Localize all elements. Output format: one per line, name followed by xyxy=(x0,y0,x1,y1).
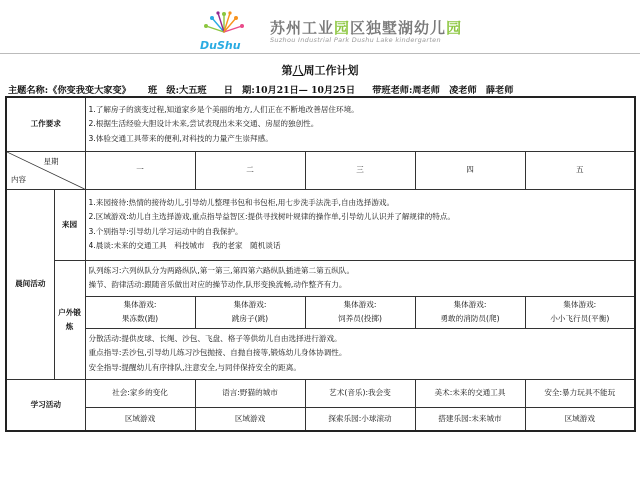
lesson-wed: 艺术(音乐):我会变 xyxy=(305,379,415,407)
area-fri: 区域游戏 xyxy=(525,407,635,431)
lesson-tue: 语言:野猫的城市 xyxy=(195,379,305,407)
page-header xyxy=(0,0,640,56)
area-games-row xyxy=(6,407,635,431)
arrival-row xyxy=(6,189,635,260)
weekday-header-row xyxy=(6,151,635,189)
area-wed: 探索乐园:小球滚动 xyxy=(305,407,415,431)
outdoor-free-play-content: 分散活动:提供皮球、长绳、沙包、飞盘、格子等供幼儿自由选择进行游戏。 重点指导:丢沙包,引导幼儿练习沙包抛接、自抛自接等,锻炼幼儿身体协调性。 安全指导:提醒幼儿有序排队,注意安全,与同伴保持安全的距离。 xyxy=(85,328,635,379)
outdoor-label: 户外锻炼 xyxy=(54,260,85,379)
group-game-wed: 集体游戏: 饲养员(投掷) xyxy=(305,296,415,328)
lesson-mon: 社会:家乡的变化 xyxy=(85,379,195,407)
weekday-thu: 四 xyxy=(415,151,525,189)
outdoor-top-row xyxy=(6,260,635,296)
work-req-content: 1.了解房子的演变过程,知道家乡是个美丽的地方,人们正在不断地改善居住环境。 2.根据生活经验大胆设计未来,尝试表现出未来交通、房屋的独创性。 3.体验交通工具带来的便利,对科技的力量产生崇拜感。 xyxy=(85,97,635,151)
theme-name: 主题名称:《你变我变大家变》 xyxy=(8,85,131,96)
lesson-fri: 安全:暴力玩具不能玩 xyxy=(525,379,635,407)
diagonal-header-cell: 星期 内容 xyxy=(6,151,85,189)
weekday-mon: 一 xyxy=(85,151,195,189)
date-range: 日 期:10月21日— 10月25日 xyxy=(223,85,356,96)
arrival-content: 1.来园接待:热情的接待幼儿,引导幼儿整理书包和书包柜,用七步洗手法洗手,自由选择游戏。 2.区域游戏:幼儿自主选择游戏,重点指导益智区:提供寻找树叶规律的操作单,引导幼儿认识并了解规律的特点。 3.个别指导:引导幼儿学习运动中的自我保护。 4.晨谈:未来的交通工具 科技城市 我的老家 随机谈话 xyxy=(85,189,635,260)
page-title: 第八周工作计划 xyxy=(281,64,359,77)
school-logo xyxy=(190,10,264,54)
group-game-thu: 集体游戏: 勇敢的消防员(爬) xyxy=(415,296,525,328)
class-name: 班 级:大五班 xyxy=(148,85,207,96)
area-thu: 搭建乐园:未来城市 xyxy=(415,407,525,431)
weekday-fri: 五 xyxy=(525,151,635,189)
outdoor-drill-content: 队列练习:六列纵队分为两路纵队,第一第三,第四第六路纵队插进第二第五纵队。 操节、韵律活动:跟随音乐做出对应的操节动作,队形变换流畅,动作整齐有力。 xyxy=(85,260,635,296)
weekday-tue: 二 xyxy=(195,151,305,189)
lessons-row xyxy=(6,379,635,407)
area-tue: 区域游戏 xyxy=(195,407,305,431)
weekly-plan-table xyxy=(5,96,636,432)
header-divider xyxy=(0,53,640,54)
arrival-label: 来园 xyxy=(54,189,85,260)
plan-meta xyxy=(8,82,636,96)
area-mon: 区域游戏 xyxy=(85,407,195,431)
group-games-row xyxy=(6,296,635,328)
weekday-wed: 三 xyxy=(305,151,415,189)
morning-activity-label: 晨间活动 xyxy=(6,189,54,379)
week-number: 八 xyxy=(292,64,304,77)
group-game-tue: 集体游戏: 跳房子(跳) xyxy=(195,296,305,328)
logo-text: DuShu xyxy=(200,39,241,52)
work-requirements-row xyxy=(6,97,635,151)
lesson-thu: 美术:未来的交通工具 xyxy=(415,379,525,407)
outdoor-bottom-row xyxy=(6,328,635,379)
school-name-en: Suzhou Industrial Park Dushu Lake kindergarten xyxy=(270,36,441,44)
teachers: 带班老师:周老师 凌老师 薛老师 xyxy=(372,85,514,96)
study-activity-label: 学习活动 xyxy=(6,379,85,431)
work-req-label: 工作要求 xyxy=(6,97,85,151)
group-game-mon: 集体游戏: 果冻数(跑) xyxy=(85,296,195,328)
group-game-fri: 集体游戏: 小小飞行员(平衡) xyxy=(525,296,635,328)
school-name-cn: 苏州工业园区独墅湖幼儿园 xyxy=(270,19,463,37)
